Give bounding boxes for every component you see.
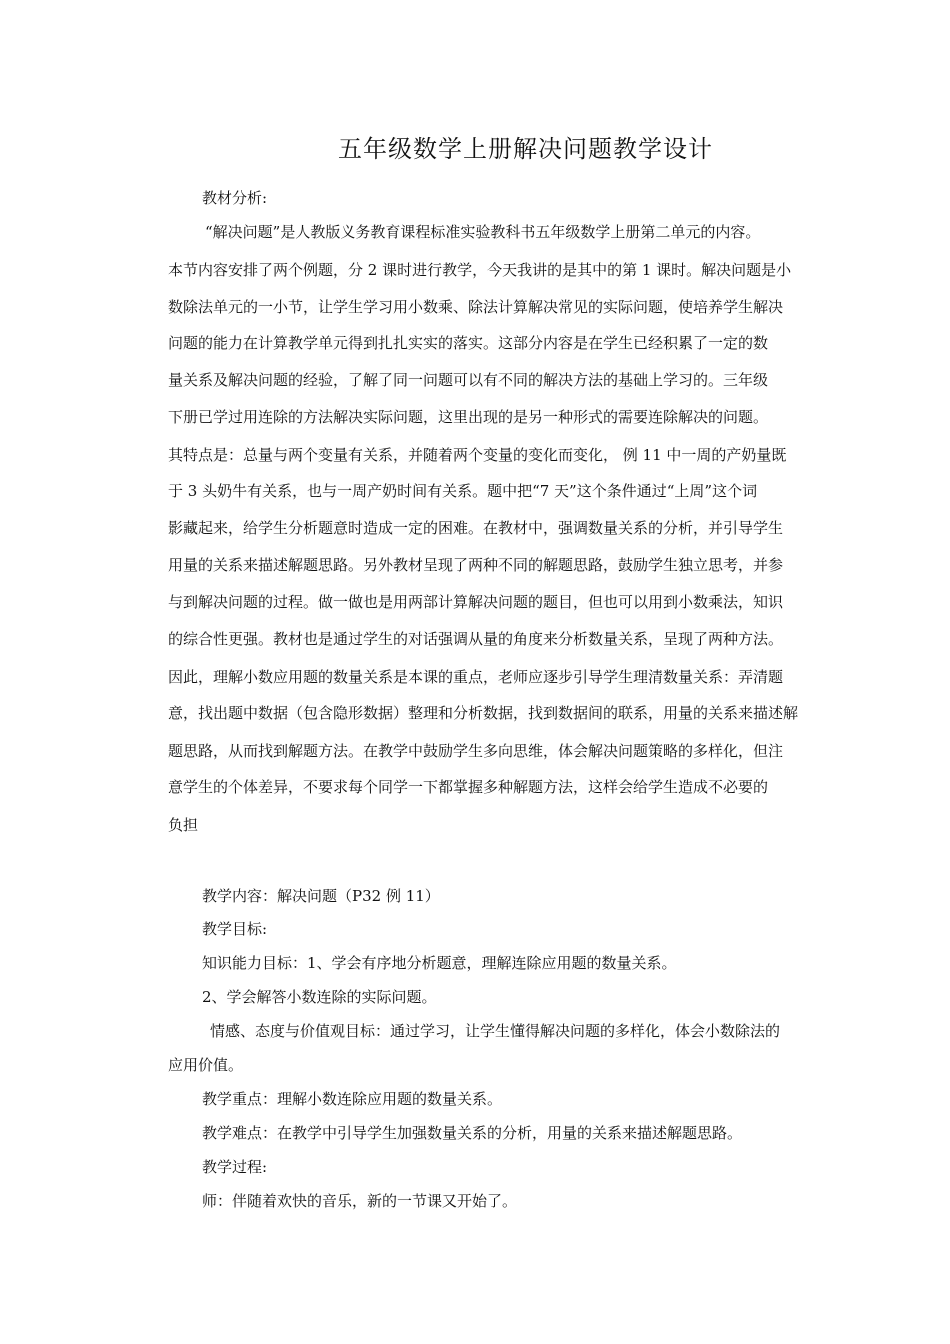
analysis-line-6: 下册已学过用连除的方法解决实际问题，这里出现的是另一种形式的需要连除解决的问题。: [168, 408, 769, 426]
key-point: 教学重点：理解小数连除应用题的数量关系。: [202, 1090, 503, 1108]
analysis-line-7: 其特点是：总量与两个变量有关系，并随着两个变量的变化而变化， 例 11 中一周的产奶量既: [168, 446, 787, 464]
analysis-line-1: “解决问题”是人教版义务教育课程标准实验教科书五年级数学上册第二单元的内容。: [205, 223, 761, 241]
difficult-point: 教学难点：在教学中引导学生加强数量关系的分析，用量的关系来描述解题思路。: [202, 1124, 743, 1142]
goals-heading: 教学目标:: [202, 920, 268, 938]
analysis-line-11: 与到解决问题的过程。做一做也是用两部计算解决问题的题目，但也可以用到小数乘法，知识: [168, 593, 784, 611]
teacher-line: 师：伴随着欢快的音乐，新的一节课又开始了。: [202, 1192, 518, 1210]
goal-emotion-line-1: 情感、态度与价值观目标：通过学习，让学生懂得解决问题的多样化，体会小数除法的: [210, 1022, 781, 1040]
analysis-line-2: 本节内容安排了两个例题，分 2 课时进行教学，今天我讲的是其中的第 1 课时。解决问题是小: [168, 261, 792, 279]
goal-emotion-line-2: 应用价值。: [168, 1056, 244, 1074]
analysis-line-5: 量关系及解决问题的经验，了解了同一问题可以有不同的解决方法的基础上学习的。三年级: [168, 371, 769, 389]
analysis-line-16: 意学生的个体差异，不要求每个同学一下都掌握多种解题方法，这样会给学生造成不必要的: [168, 778, 769, 796]
analysis-line-4: 问题的能力在计算教学单元得到扎扎实实的落实。这部分内容是在学生已经积累了一定的数: [168, 334, 769, 352]
analysis-line-8: 于 3 头奶牛有关系，也与一周产奶时间有关系。题中把“7 天”这个条件通过“上周”这个词: [168, 482, 758, 500]
process-heading: 教学过程:: [202, 1158, 268, 1176]
goal-2: 2、学会解答小数连除的实际问题。: [202, 988, 437, 1006]
analysis-line-10: 用量的关系来描述解题思路。另外教材呈现了两种不同的解题思路，鼓励学生独立思考，并参: [168, 556, 784, 574]
document-title: 五年级数学上册解决问题教学设计: [338, 135, 713, 163]
goal-knowledge: 知识能力目标：1、学会有序地分析题意，理解连除应用题的数量关系。: [202, 954, 677, 972]
teaching-content: 教学内容：解决问题（P32 例 11）: [202, 887, 440, 905]
analysis-line-17: 负担: [168, 816, 199, 834]
analysis-heading: 教材分析:: [202, 189, 268, 207]
analysis-line-13: 因此，理解小数应用题的数量关系是本课的重点，老师应逐步引导学生理清数量关系：弄清题: [168, 668, 784, 686]
analysis-line-9: 影藏起来，给学生分析题意时造成一定的困难。在教材中，强调数量关系的分析，并引导学生: [168, 519, 784, 537]
analysis-line-15: 题思路，从而找到解题方法。在教学中鼓励学生多向思维，体会解决问题策略的多样化，但注: [168, 742, 784, 760]
analysis-line-12: 的综合性更强。教材也是通过学生的对话强调从量的角度来分析数量关系，呈现了两种方法。: [168, 630, 784, 648]
analysis-line-14: 意，找出题中数据（包含隐形数据）整理和分析数据，找到数据间的联系，用量的关系来描述解: [168, 704, 799, 722]
analysis-line-3: 数除法单元的一小节，让学生学习用小数乘、除法计算解决常见的实际问题，使培养学生解决: [168, 298, 784, 316]
